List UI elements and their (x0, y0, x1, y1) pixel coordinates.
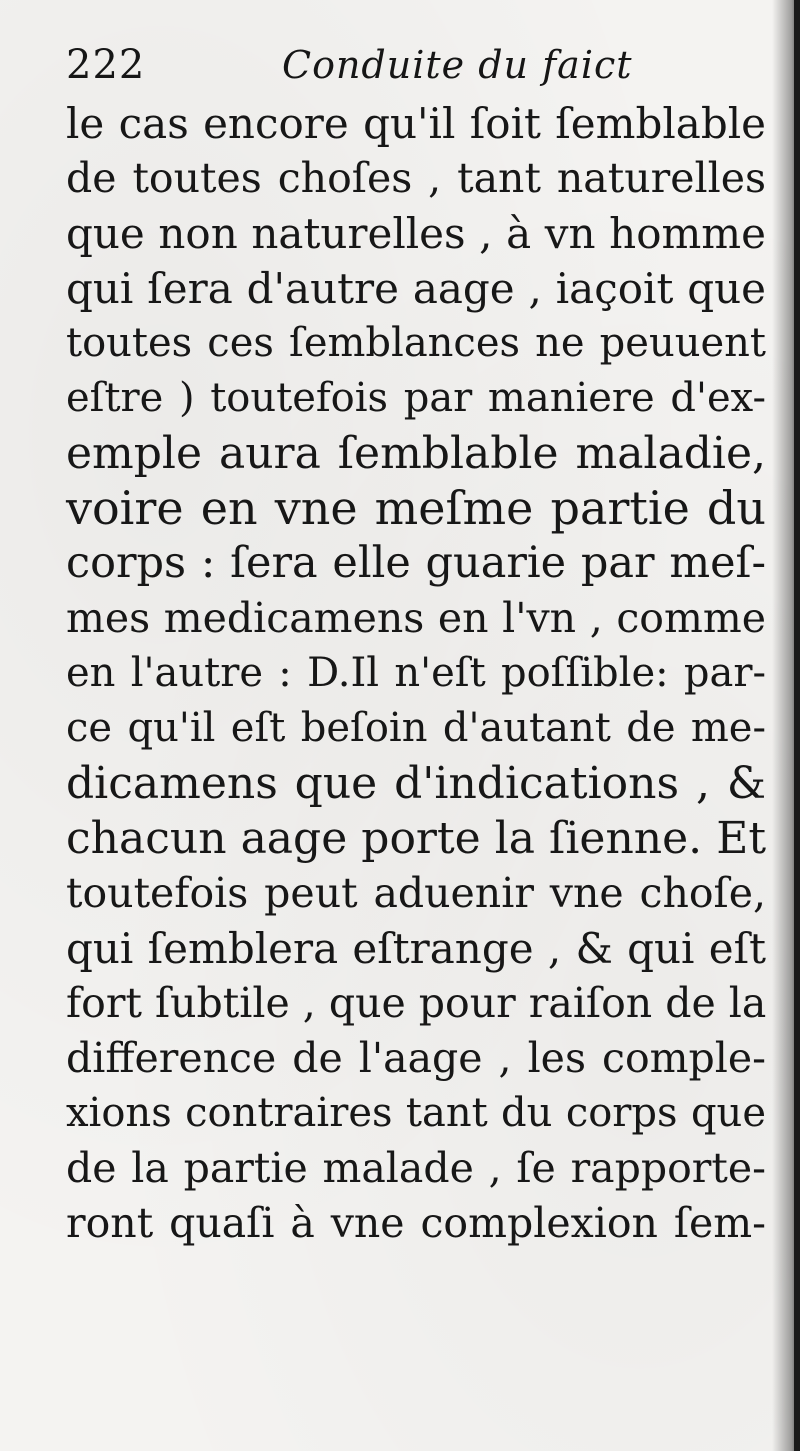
text-line: eſtre ) toutefois par maniere d'ex- (66, 375, 766, 421)
body-text (66, 96, 766, 1251)
text-line: corps : ſera elle guarie par meſ- (66, 538, 766, 588)
text-line: qui ſera d'autre aage , iaçoit que (66, 264, 766, 313)
running-title: Conduite du faict (282, 43, 633, 87)
text-line: de toutes choſes , tant naturelles (66, 154, 766, 202)
text-line: voire en vne meſme partie du (66, 481, 766, 535)
text-line: que non naturelles , à vn homme (66, 209, 766, 258)
text-line: dicamens que d'indications , & (66, 758, 766, 809)
text-line: de la partie malade , ſe rapporte- (66, 1144, 766, 1192)
text-line: toutes ces ſemblances ne peuuent (66, 320, 766, 366)
text-line: toutefois peut aduenir vne choſe, (66, 869, 766, 917)
page-number: 222 (66, 42, 146, 88)
text-line: chacun aage porte la ſienne. Et (66, 813, 766, 864)
text-line: fort ſubtile , que pour raiſon de la (66, 979, 767, 1027)
text-line: le cas encore qu'il ſoit ſemblable (66, 99, 766, 148)
text-line: ce qu'il eſt beſoin d'autant de me- (66, 705, 766, 751)
page-edge (794, 0, 800, 1451)
text-line: ront quaſi à vne complexion ſem- (66, 1199, 766, 1247)
text-line: qui ſemblera eſtrange , & qui eſt (66, 924, 766, 973)
page-header (66, 40, 756, 90)
text-line: mes medicamens en l'vn , comme (66, 594, 766, 642)
text-line: en l'autre : D.Il n'eſt poſſible: par- (66, 650, 766, 696)
text-line: difference de l'aage , les comple- (66, 1034, 766, 1082)
text-line: xions contraires tant du corps que (66, 1090, 766, 1136)
text-line: emple aura ſemblable maladie, (66, 428, 766, 479)
